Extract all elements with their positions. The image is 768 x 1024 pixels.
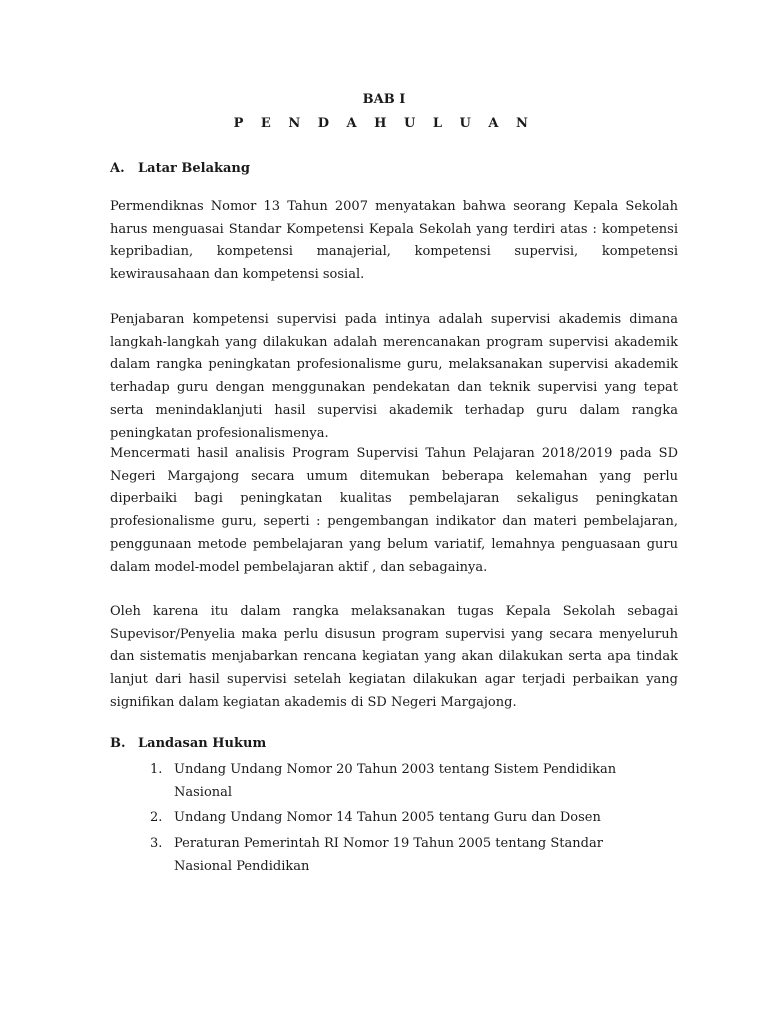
list-item-number: 1.: [150, 762, 163, 777]
list-item-number: 2.: [150, 810, 163, 826]
section-b-marker: B.: [110, 736, 126, 751]
chapter-title: P E N D A H U L U A N: [233, 116, 535, 131]
section-a-title: Latar Belakang: [138, 161, 250, 176]
list-item-number: 3.: [150, 836, 163, 852]
list-item-text: Peraturan Pemerintah RI Nomor 19 Tahun 2005 tentang Standar Nasional Pendidikan: [174, 836, 603, 874]
section-b-heading: [110, 736, 266, 751]
list-item: [150, 833, 650, 878]
list-item: [150, 759, 650, 804]
paragraph-3: Mencermati hasil analisis Program Supervisi Tahun Pelajaran 2018/2019 pada SD Negeri Margajong secara umum ditemukan beberapa kelemahan yang perlu diperbaiki bagi peningkatan kualitas pembelajaran sekaligus peningkatan profesionalisme guru, seperti : pengembangan indikator dan materi pembelajaran, penggunaan metode pembelajaran yang belum variatif, lemahnya penguasaan guru dalam model-model pembelajaran aktif , dan sebagainya.: [110, 446, 678, 575]
paragraph-1: Permendiknas Nomor 13 Tahun 2007 menyatakan bahwa seorang Kepala Sekolah harus menguasai Standar Kompetensi Kepala Sekolah yang terdiri atas : kompetensi kepribadian, kompetensi manajerial, kompetensi supervisi, kompetensi kewirausahaan dan kompetensi sosial.: [110, 199, 678, 283]
section-b-title: Landasan Hukum: [138, 736, 267, 751]
chapter-number: BAB I: [362, 92, 406, 107]
list-item: [150, 807, 650, 830]
section-a-heading: [110, 161, 250, 176]
list-item-text: Undang Undang Nomor 20 Tahun 2003 tentang Sistem Pendidikan Nasional: [174, 762, 617, 800]
paragraph-2: Penjabaran kompetensi supervisi pada intinya adalah supervisi akademis dimana langkah-langkah yang dilakukan adalah merencanakan program supervisi akademik dalam rangka peningkatan profesionalisme guru, melaksanakan supervisi akademik terhadap guru dengan menggunakan pendekatan dan teknik supervisi yang tepat serta menindaklanjuti hasil supervisi akademik terhadap guru dalam rangka peningkatan profesionalismenya.: [110, 312, 678, 441]
paragraph-4: Oleh karena itu dalam rangka melaksanakan tugas Kepala Sekolah sebagai Supevisor/Penyelia maka perlu disusun program supervisi yang secara menyeluruh dan sistematis menjabarkan rencana kegiatan yang akan dilakukan serta apa tindak lanjut dari hasil supervisi setelah kegiatan dilakukan agar terjadi perbaikan yang signifikan dalam kegiatan akademis di SD Negeri Margajong.: [110, 604, 678, 710]
legal-basis-list: [150, 759, 650, 882]
list-item-text: Undang Undang Nomor 14 Tahun 2005 tentang Guru dan Dosen: [174, 810, 601, 826]
section-a-marker: A.: [110, 161, 125, 176]
